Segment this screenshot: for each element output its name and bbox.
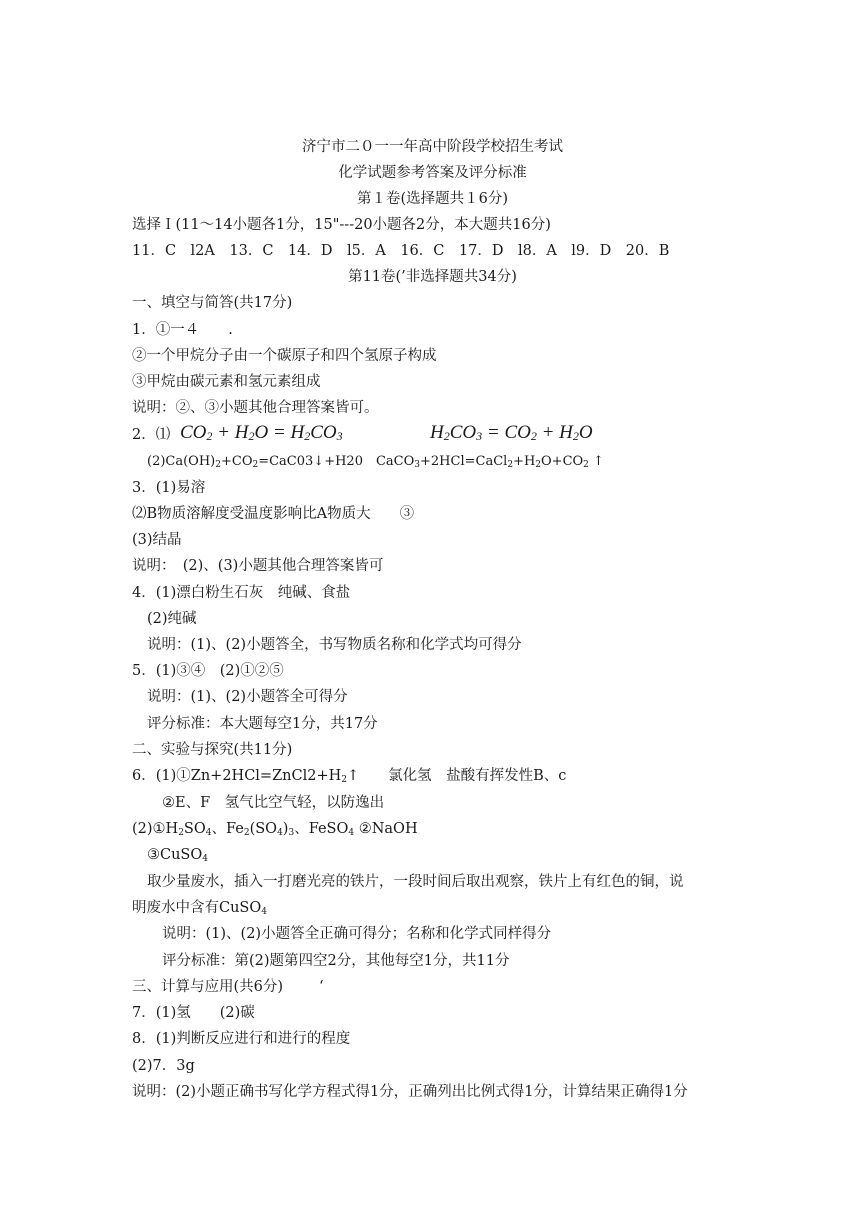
q8-line1: 8．(1)判断反应进行和进行的程度: [132, 1031, 351, 1047]
q3-line1: 3．(1)易溶: [132, 480, 206, 496]
q6-line6: 明废水中含有CuSO$_4$: [132, 900, 267, 917]
section1-heading: 一、填空与简答(共17分): [132, 295, 293, 311]
volume2-heading: 第11卷(’非选择题共34分): [348, 269, 517, 285]
q1-note: 说明：②、③小题其他合理答案皆可。: [132, 400, 379, 416]
q2-line1: [132, 425, 170, 445]
section1-scoring: 评分标准：本大题每空1分，共17分: [147, 716, 378, 732]
q6-line3: $(2)①H_2SO_4$、$Fe_2(SO_4)_3$、FeSO$_4$ ②NaOH: [132, 821, 418, 838]
q2-equation-2: $H_2CO_3 = CO_2 + H_2O$: [430, 422, 593, 443]
doc-subtitle: 化学试题参考答案及评分标准: [338, 165, 527, 181]
section3-heading: 三、计算与应用(共6分) ‘: [132, 979, 324, 995]
part1-instruction: 选择Ｉ(11～14小题各1分，15"---20小题各2分，本大题共16分): [132, 217, 551, 233]
q3-note: 说明： (2)、(3)小题其他合理答案皆可: [132, 558, 384, 574]
q2-line2: $(2)Ca(OH)_2+CO_2=CaC03↓+H20$ $CaCO_3+2HCl=CaCl_2+H_2O+CO_2$ ↑: [147, 454, 604, 470]
q5-note: 说明：(1)、(2)小题答全可得分: [147, 689, 348, 705]
stray-mark: ‘: [319, 979, 324, 995]
volume1-heading: 第１卷(选择题共１6分): [356, 191, 509, 207]
q4-note: 说明：(1)、(2)小题答全，书写物质名称和化学式均可得分: [147, 637, 522, 653]
q8-note: 说明：(2)小题正确书写化学方程式得1分，正确列出比例式得1分，计算结果正确得1分: [132, 1084, 688, 1100]
q4-line1: 4．(1)漂白粉生石灰 纯碱、食盐: [132, 585, 351, 601]
section2-heading: 二、实验与探究(共11分): [132, 742, 293, 758]
doc-title: 济宁市二０一一年高中阶段学校招生考试: [302, 139, 563, 155]
q4-line2: (2)纯碱: [147, 611, 197, 627]
q7-line: 7．(1)氢 (2)碳: [132, 1005, 255, 1021]
q1-line3: ③甲烷由碳元素和氢元素组成: [132, 374, 321, 390]
q3-line2: ⑵B物质溶解度受温度影响比A物质大 ③: [132, 506, 415, 522]
q6-line2: ②E、F 氢气比空气轻，以防逸出: [162, 795, 385, 811]
q6-note: 说明：(1)、(2)小题答全正确可得分；名称和化学式同样得分: [162, 926, 552, 942]
section2-scoring: 评分标准：第(2)题第四空2分，其他每空1分，共11分: [162, 953, 510, 969]
q6-line1: 6．$(1)①Zn+2HCl=ZnCl2+H_2↑$ 氯化氢 盐酸有挥发性B、c: [132, 768, 567, 785]
q8-line2: (2)7．3g: [132, 1058, 195, 1074]
q2-equation-1: $CO_2 + H_2O = H_2CO_3$: [180, 422, 343, 443]
q5-line1: 5．(1)③④ (2)①②⑤: [132, 663, 284, 679]
q2-prefix: 2．⑴: [132, 427, 171, 443]
q6-line5: 取少量废水，插入一打磨光亮的铁片，一段时间后取出观察，铁片上有红色的铜，说: [147, 874, 684, 890]
part1-answers: 11．C l2A 13．C 14．D l5．A 16．C 17．D l8．A l9．D 20．B: [132, 243, 670, 259]
q6-line4: ③CuSO$_4$: [147, 847, 208, 864]
q1-line1: 1．①一４ .: [132, 322, 233, 338]
q3-line3: (3)结晶: [132, 532, 182, 548]
q1-line2: ②一个甲烷分子由一个碳原子和四个氢原子构成: [132, 348, 437, 364]
